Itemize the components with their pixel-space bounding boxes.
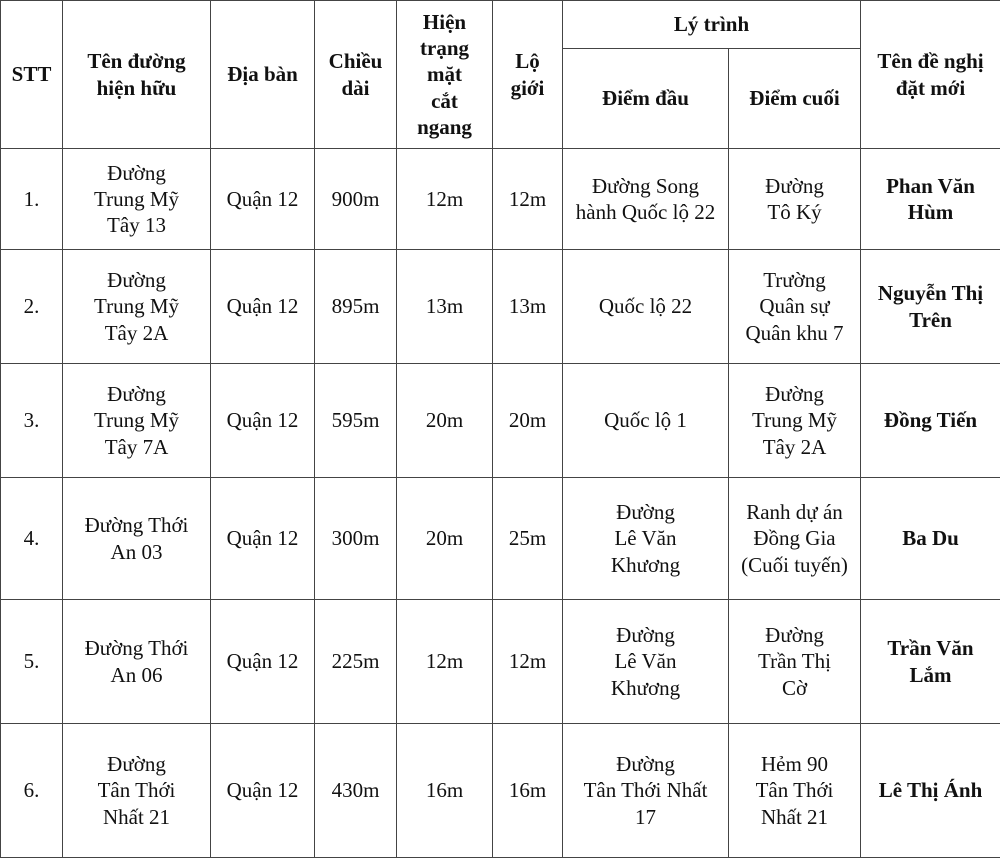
row-hien-trang: 12m bbox=[397, 149, 493, 250]
header-diem-cuoi: Điểm cuối bbox=[729, 49, 861, 149]
row-diem-cuoi: Đường Tô Ký bbox=[729, 149, 861, 250]
row-diem-cuoi: Hẻm 90 Tân Thới Nhất 21 bbox=[729, 724, 861, 858]
row-ten-moi: Đồng Tiến bbox=[861, 364, 1000, 478]
row-hien-trang: 16m bbox=[397, 724, 493, 858]
row-stt: 1. bbox=[1, 149, 63, 250]
table-header bbox=[1, 1, 1000, 149]
header-ten-duong: Tên đường hiện hữu bbox=[63, 1, 211, 149]
row-chieu-dai: 900m bbox=[315, 149, 397, 250]
row-ten-duong: Đường Trung Mỹ Tây 13 bbox=[63, 149, 211, 250]
row-lo-gioi: 12m bbox=[493, 149, 563, 250]
row-ten-moi: Trần Văn Lắm bbox=[861, 600, 1000, 724]
header-dia-ban: Địa bàn bbox=[211, 1, 315, 149]
row-chieu-dai: 895m bbox=[315, 250, 397, 364]
row-ten-duong: Đường Trung Mỹ Tây 2A bbox=[63, 250, 211, 364]
row-ten-moi: Lê Thị Ánh bbox=[861, 724, 1000, 858]
row-diem-dau: Đường Song hành Quốc lộ 22 bbox=[563, 149, 729, 250]
row-dia-ban: Quận 12 bbox=[211, 478, 315, 600]
row-dia-ban: Quận 12 bbox=[211, 149, 315, 250]
table-row bbox=[1, 364, 1000, 478]
row-lo-gioi: 20m bbox=[493, 364, 563, 478]
table-row bbox=[1, 250, 1000, 364]
row-lo-gioi: 12m bbox=[493, 600, 563, 724]
row-dia-ban: Quận 12 bbox=[211, 600, 315, 724]
row-chieu-dai: 430m bbox=[315, 724, 397, 858]
row-diem-cuoi: Trường Quân sự Quân khu 7 bbox=[729, 250, 861, 364]
row-lo-gioi: 16m bbox=[493, 724, 563, 858]
row-diem-cuoi: Ranh dự án Đồng Gia (Cuối tuyến) bbox=[729, 478, 861, 600]
row-diem-dau: Đường Lê Văn Khương bbox=[563, 600, 729, 724]
table-row bbox=[1, 724, 1000, 858]
header-hien-trang: Hiện trạng mặt cắt ngang bbox=[397, 1, 493, 149]
row-diem-dau: Quốc lộ 1 bbox=[563, 364, 729, 478]
row-dia-ban: Quận 12 bbox=[211, 250, 315, 364]
row-stt: 3. bbox=[1, 364, 63, 478]
row-lo-gioi: 13m bbox=[493, 250, 563, 364]
row-ten-moi: Nguyễn Thị Trên bbox=[861, 250, 1000, 364]
row-hien-trang: 12m bbox=[397, 600, 493, 724]
header-chieu-dai: Chiều dài bbox=[315, 1, 397, 149]
row-diem-cuoi: Đường Trần Thị Cờ bbox=[729, 600, 861, 724]
row-stt: 6. bbox=[1, 724, 63, 858]
header-lo-gioi: Lộ giới bbox=[493, 1, 563, 149]
row-chieu-dai: 595m bbox=[315, 364, 397, 478]
row-hien-trang: 13m bbox=[397, 250, 493, 364]
table-row bbox=[1, 600, 1000, 724]
row-ten-duong: Đường Tân Thới Nhất 21 bbox=[63, 724, 211, 858]
row-hien-trang: 20m bbox=[397, 364, 493, 478]
row-ten-moi: Ba Du bbox=[861, 478, 1000, 600]
row-hien-trang: 20m bbox=[397, 478, 493, 600]
row-lo-gioi: 25m bbox=[493, 478, 563, 600]
table-row bbox=[1, 149, 1000, 250]
row-chieu-dai: 300m bbox=[315, 478, 397, 600]
row-stt: 4. bbox=[1, 478, 63, 600]
header-ten-moi: Tên đề nghị đặt mới bbox=[861, 1, 1000, 149]
row-diem-dau: Đường Lê Văn Khương bbox=[563, 478, 729, 600]
table-row bbox=[1, 478, 1000, 600]
row-ten-duong: Đường Trung Mỹ Tây 7A bbox=[63, 364, 211, 478]
row-diem-dau: Quốc lộ 22 bbox=[563, 250, 729, 364]
row-ten-duong: Đường Thới An 06 bbox=[63, 600, 211, 724]
header-stt: STT bbox=[1, 1, 63, 149]
row-dia-ban: Quận 12 bbox=[211, 724, 315, 858]
row-diem-cuoi: Đường Trung Mỹ Tây 2A bbox=[729, 364, 861, 478]
row-stt: 2. bbox=[1, 250, 63, 364]
row-dia-ban: Quận 12 bbox=[211, 364, 315, 478]
row-ten-duong: Đường Thới An 03 bbox=[63, 478, 211, 600]
row-stt: 5. bbox=[1, 600, 63, 724]
header-ly-trinh: Lý trình bbox=[563, 1, 861, 49]
row-chieu-dai: 225m bbox=[315, 600, 397, 724]
header-diem-dau: Điểm đầu bbox=[563, 49, 729, 149]
table-body bbox=[1, 149, 1000, 858]
row-diem-dau: Đường Tân Thới Nhất 17 bbox=[563, 724, 729, 858]
row-ten-moi: Phan Văn Hùm bbox=[861, 149, 1000, 250]
